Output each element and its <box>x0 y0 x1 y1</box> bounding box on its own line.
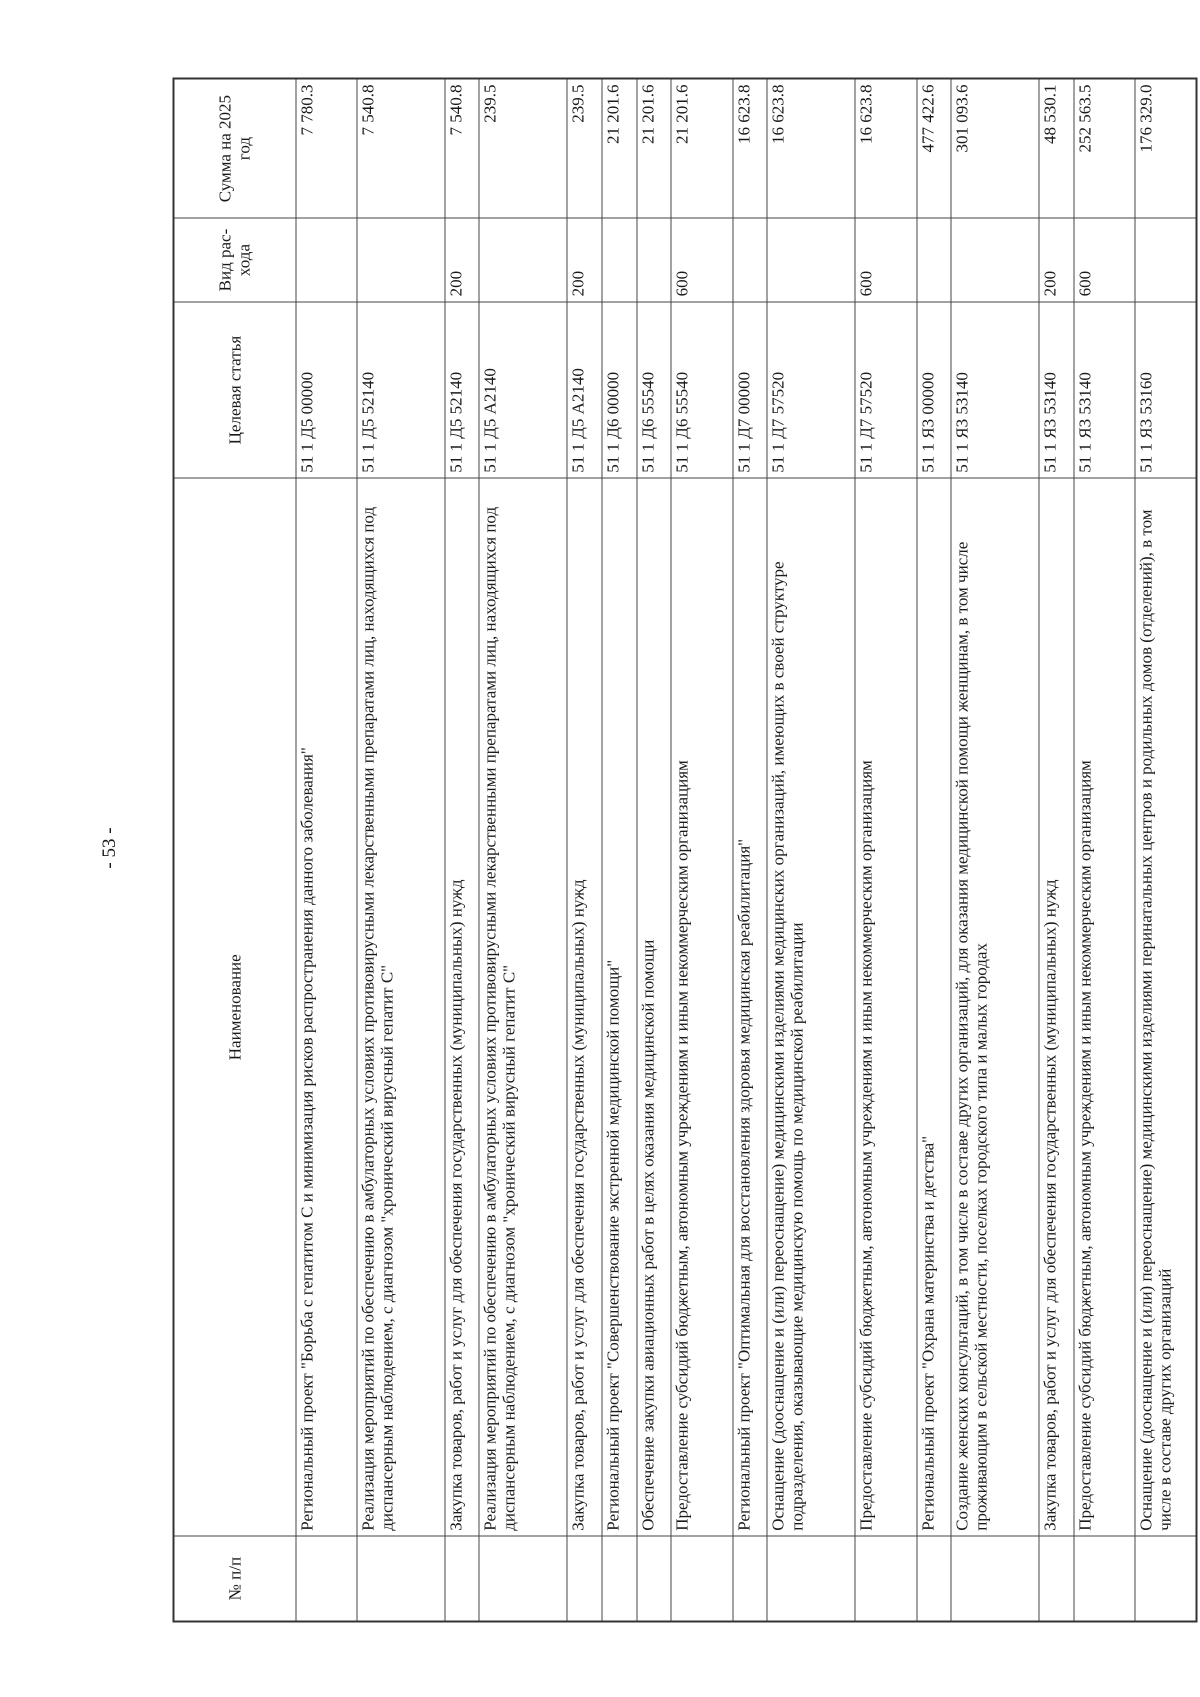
row-article: 51 1 Я3 53140 <box>1074 302 1135 478</box>
row-name: Создание женских консультаций, в том числе в составе других организаций, для оказания медицинской помощи женщинам, в том числе проживающим в сельской местности, поселках городского типа и малых городах <box>951 478 1039 1536</box>
row-num <box>637 1536 672 1621</box>
row-type <box>602 218 637 302</box>
row-name: Региональный проект "Оптимальная для восстановления здоровья медицинская реабилитация" <box>733 478 768 1536</box>
row-sum: 21 201.6 <box>602 79 637 219</box>
row-name: Закупка товаров, работ и услуг для обеспечения государственных (муниципальных) нужд <box>1039 478 1074 1536</box>
row-sum: 7 540.8 <box>357 79 445 219</box>
table-row <box>479 79 567 1622</box>
table-row <box>357 79 445 1622</box>
header-article: Целевая статья <box>174 302 296 478</box>
row-article: 51 1 Д6 00000 <box>602 302 637 478</box>
row-sum: 48 530.1 <box>1039 79 1074 219</box>
row-name: Предоставление субсидий бюджетным, автономным учреждениям и иным некоммерческим организациям <box>855 478 916 1536</box>
row-sum: 16 623.8 <box>733 79 768 219</box>
row-num <box>767 1536 855 1621</box>
table-row <box>1074 79 1135 1622</box>
table-row <box>296 79 357 1622</box>
row-article: 51 1 Я3 53160 <box>1135 302 1196 478</box>
row-num <box>296 1536 357 1621</box>
row-name: Предоставление субсидий бюджетным, автономным учреждениям и иным некоммерческим организациям <box>1074 478 1135 1536</box>
row-name: Региональный проект "Борьба с гепатитом С и минимизация рисков распространения данного заболевания" <box>296 478 357 1536</box>
row-num <box>602 1536 637 1621</box>
row-article: 51 1 Я3 53140 <box>951 302 1039 478</box>
row-num <box>951 1536 1039 1621</box>
table-row <box>1039 79 1074 1622</box>
row-article: 51 1 Я3 00000 <box>917 302 952 478</box>
row-article: 51 1 Я3 53140 <box>1039 302 1074 478</box>
row-sum: 477 422.6 <box>917 79 952 219</box>
row-num <box>479 1536 567 1621</box>
row-article: 51 1 Д7 00000 <box>733 302 768 478</box>
row-num <box>671 1536 732 1621</box>
row-sum: 301 093.6 <box>951 79 1039 219</box>
row-type <box>637 218 672 302</box>
table-row <box>602 79 637 1622</box>
header-sum: Сумма на 2025 год <box>174 79 296 219</box>
row-name: Предоставление субсидий бюджетным, автономным учреждениям и иным некоммерческим организациям <box>671 478 732 1536</box>
table-row <box>445 79 480 1622</box>
table-row <box>917 79 952 1622</box>
row-article: 51 1 Д6 55540 <box>671 302 732 478</box>
row-type: 600 <box>671 218 732 302</box>
row-article: 51 1 Д5 А2140 <box>479 302 567 478</box>
row-sum: 239.5 <box>479 79 567 219</box>
row-sum: 239.5 <box>567 79 602 219</box>
row-name: Региональный проект "Совершенствование экстренной медицинской помощи" <box>602 478 637 1536</box>
row-article: 51 1 Д5 52140 <box>445 302 480 478</box>
row-name: Региональный проект "Охрана материнства и детства" <box>917 478 952 1536</box>
header-num: № п/п <box>174 1536 296 1621</box>
row-sum: 7 780.3 <box>296 79 357 219</box>
row-name: Закупка товаров, работ и услуг для обеспечения государственных (муниципальных) нужд <box>567 478 602 1536</box>
row-article: 51 1 Д5 А2140 <box>567 302 602 478</box>
row-sum: 176 329.0 <box>1135 79 1196 219</box>
row-type: 600 <box>1074 218 1135 302</box>
row-type: 200 <box>567 218 602 302</box>
row-sum: 16 623.8 <box>767 79 855 219</box>
table-row <box>671 79 732 1622</box>
row-article: 51 1 Д7 57520 <box>855 302 916 478</box>
row-type <box>1135 218 1196 302</box>
row-name: Обеспечение закупки авиационных работ в целях оказания медицинской помощи <box>637 478 672 1536</box>
row-type <box>917 218 952 302</box>
row-num <box>1135 1536 1196 1621</box>
rotated-table-wrapper <box>173 78 1198 1623</box>
page-number: - 53 - <box>99 827 120 869</box>
row-num <box>917 1536 952 1621</box>
table-header-row <box>174 79 296 1622</box>
budget-table <box>173 78 1198 1623</box>
row-num <box>445 1536 480 1621</box>
row-type <box>479 218 567 302</box>
table-row <box>733 79 768 1622</box>
row-type <box>733 218 768 302</box>
row-article: 51 1 Д5 00000 <box>296 302 357 478</box>
row-name: Оснащение (дооснащение и (или) переоснащение) медицинскими изделиями перинатальных центров и родильных домов (отделений), в том числе в составе других организаций <box>1135 478 1196 1536</box>
table-row <box>637 79 672 1622</box>
row-sum: 7 540.8 <box>445 79 480 219</box>
row-type: 200 <box>1039 218 1074 302</box>
table-row <box>951 79 1039 1622</box>
row-num <box>567 1536 602 1621</box>
row-name: Реализация мероприятий по обеспечению в амбулаторных условиях противовирусными лекарственными препаратами лиц, находящихся под диспансерным наблюдением, с диагнозом "хронический вирусный гепатит С" <box>479 478 567 1536</box>
row-num <box>733 1536 768 1621</box>
row-article: 51 1 Д6 55540 <box>637 302 672 478</box>
table-row <box>1135 79 1196 1622</box>
header-name: Наименование <box>174 478 296 1536</box>
row-num <box>855 1536 916 1621</box>
table-row <box>567 79 602 1622</box>
row-article: 51 1 Д5 52140 <box>357 302 445 478</box>
row-type <box>767 218 855 302</box>
row-sum: 16 623.8 <box>855 79 916 219</box>
row-num <box>1074 1536 1135 1621</box>
row-type <box>357 218 445 302</box>
row-name: Закупка товаров, работ и услуг для обеспечения государственных (муниципальных) нужд <box>445 478 480 1536</box>
row-num <box>357 1536 445 1621</box>
row-type <box>296 218 357 302</box>
row-name: Реализация мероприятий по обеспечению в амбулаторных условиях противовирусными лекарственными препаратами лиц, находящихся под диспансерным наблюдением, с диагнозом "хронический вирусный гепатит С" <box>357 478 445 1536</box>
table-row <box>767 79 855 1622</box>
row-num <box>1039 1536 1074 1621</box>
header-type: Вид рас-хода <box>174 218 296 302</box>
row-sum: 252 563.5 <box>1074 79 1135 219</box>
row-sum: 21 201.6 <box>637 79 672 219</box>
row-type: 200 <box>445 218 480 302</box>
row-type <box>951 218 1039 302</box>
row-name: Оснащение (дооснащение и (или) переоснащение) медицинскими изделиями медицинских организаций, имеющих в своей структуре подразделения, оказывающие медицинскую помощь по медицинской реабилитации <box>767 478 855 1536</box>
row-article: 51 1 Д7 57520 <box>767 302 855 478</box>
row-sum: 21 201.6 <box>671 79 732 219</box>
table-row <box>855 79 916 1622</box>
row-type: 600 <box>855 218 916 302</box>
